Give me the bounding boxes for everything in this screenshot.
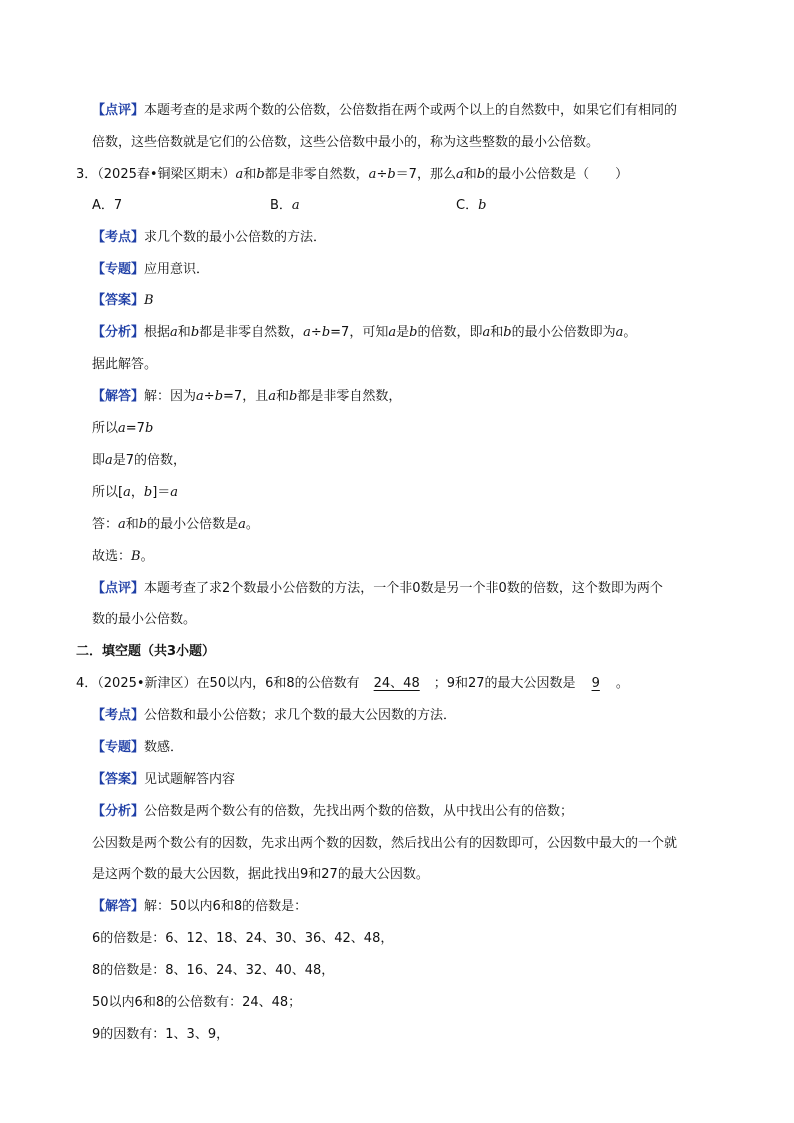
- jieda-line: [92, 898, 307, 916]
- var-b: b: [214, 389, 224, 404]
- text: 答：: [92, 517, 119, 532]
- option-value: a: [291, 198, 300, 213]
- fenxi-line-2: 据此解答。: [92, 357, 158, 372]
- solution-step-1: 6的倍数是：6、12、18、24、30、36、42、48，: [92, 931, 394, 946]
- text: 都是非零自然数，: [264, 167, 369, 182]
- var-a: a: [388, 325, 397, 340]
- review-line: [92, 102, 677, 120]
- zhuanti-text: 数感．: [144, 740, 184, 755]
- var-a: a: [235, 167, 244, 182]
- jieda-text: 解：50以内6和8的倍数是：: [144, 899, 308, 914]
- zhuanti-line: [92, 261, 209, 279]
- fenxi-line: [92, 803, 573, 821]
- text: 和: [243, 167, 257, 182]
- option-label: C．: [456, 198, 479, 213]
- option-b: [270, 197, 300, 215]
- text: 。: [623, 325, 637, 340]
- var-a: a: [123, 485, 131, 500]
- fenxi-tag: 【分析】: [92, 804, 145, 819]
- text: 故选：: [92, 549, 132, 564]
- var-a: a: [118, 517, 126, 532]
- solution-step-2: [92, 452, 186, 470]
- zhuanti-tag: 【专题】: [92, 740, 145, 755]
- answer-tag: 【答案】: [92, 293, 145, 308]
- text: ；9和27的最大公因数是: [433, 676, 576, 691]
- jieda-tag: 【解答】: [92, 389, 145, 404]
- var-b: b: [476, 167, 486, 182]
- var-a: a: [196, 389, 204, 404]
- var-a: a: [268, 389, 276, 404]
- review-text: 本题考查了求2个数最小公倍数的方法，一个非0数是另一个非0数的倍数，这个数即为两个: [144, 581, 663, 596]
- var-a: a: [303, 325, 311, 340]
- review-tag: 【点评】: [92, 581, 145, 596]
- zhuanti-text: 应用意识．: [144, 262, 210, 277]
- solution-step-2: 8的倍数是：8、16、24、32、40、48，: [92, 963, 335, 978]
- text: 所以: [92, 421, 119, 436]
- text: 解：因为: [144, 389, 197, 404]
- var-a: a: [118, 421, 126, 436]
- zhuanti-line: [92, 739, 183, 757]
- text: 的最小公倍数即为: [511, 325, 616, 340]
- var-a: a: [170, 485, 179, 500]
- var-b: b: [288, 389, 298, 404]
- var-b: b: [256, 167, 265, 182]
- question-source: （2025•新津区）: [97, 676, 197, 691]
- var-b: b: [144, 421, 154, 436]
- review-line-2: 倍数，这些倍数就是它们的公倍数，这些公倍数中最小的，称为这些整数的最小公倍数。: [92, 135, 600, 150]
- review-line-2: 数的最小公倍数。: [92, 612, 197, 627]
- text: 都是非零自然数，: [199, 325, 304, 340]
- answer-line: [92, 771, 235, 789]
- solution-step-1: [92, 420, 153, 438]
- option-label: B．: [270, 198, 292, 213]
- kaodian-line: [92, 707, 456, 725]
- var-b: b: [143, 485, 153, 500]
- review-text: 本题考查的是求两个数的公倍数，公倍数指在两个或两个以上的自然数中，如果它们有相同的: [144, 103, 678, 118]
- kaodian-line: [92, 229, 326, 247]
- answer-blank-2: 9: [591, 676, 600, 691]
- option-value: b: [478, 198, 487, 213]
- question-number: 3．: [76, 167, 98, 182]
- section-title: 二．填空题（共3小题）: [76, 644, 216, 659]
- fenxi-text: 公倍数是两个数公有的倍数，先找出两个数的倍数，从中找出公有的倍数；: [144, 804, 574, 819]
- jieda-line: [92, 388, 401, 406]
- text: 即: [92, 453, 106, 468]
- var-a: a: [482, 325, 491, 340]
- var-a: a: [455, 167, 464, 182]
- choice-letter: B: [131, 549, 141, 564]
- var-a: a: [615, 325, 624, 340]
- text: =7，可知: [330, 325, 389, 340]
- text: ，: [130, 485, 144, 500]
- fenxi-tag: 【分析】: [92, 325, 145, 340]
- kaodian-text: 公倍数和最小公倍数；求几个数的最大公因数的方法．: [144, 708, 457, 723]
- answer-text: B: [144, 293, 154, 308]
- text: ]＝: [152, 485, 171, 500]
- solution-choice: [92, 548, 154, 566]
- answer-blank-1: 24、48: [373, 676, 420, 691]
- text: ÷: [310, 325, 322, 340]
- solution-answer: [92, 516, 259, 534]
- text: 在50以内，6和8的公倍数有: [196, 676, 360, 691]
- solution-step-3: [92, 484, 178, 502]
- text: 。: [615, 676, 629, 691]
- text: 。: [140, 549, 154, 564]
- jieda-tag: 【解答】: [92, 899, 145, 914]
- option-a: A．7: [92, 198, 123, 213]
- kaodian-tag: 【考点】: [92, 230, 145, 245]
- text: =7，且: [223, 389, 269, 404]
- var-b: b: [138, 517, 148, 532]
- fenxi-line-3: 是这两个数的最大公因数，据此找出9和27的最大公因数。: [92, 867, 429, 882]
- text: ÷: [376, 167, 388, 182]
- question-source: （2025春•铜梁区期末）: [97, 167, 236, 182]
- var-b: b: [190, 325, 200, 340]
- text: 和: [125, 517, 139, 532]
- question-number: 4．: [76, 676, 98, 691]
- text: 和: [177, 325, 191, 340]
- var-b: b: [321, 325, 331, 340]
- answer-text: 见试题解答内容: [144, 772, 236, 787]
- review-line: [92, 580, 663, 598]
- text: 和: [463, 167, 477, 182]
- text: 的倍数，即: [417, 325, 483, 340]
- text: =7: [125, 421, 145, 436]
- fenxi-line: [92, 324, 636, 342]
- var-a: a: [368, 167, 377, 182]
- var-b: b: [387, 167, 396, 182]
- answer-line: [92, 292, 154, 310]
- kaodian-tag: 【考点】: [92, 708, 145, 723]
- text: 。: [245, 517, 259, 532]
- text: 的最小公倍数是: [147, 517, 239, 532]
- question-3-stem: [76, 166, 628, 184]
- var-a: a: [105, 453, 113, 468]
- fenxi-line-2: 公因数是两个数公有的因数，先求出两个数的因数，然后找出公有的因数即可，公因数中最大的一个就: [92, 836, 678, 851]
- solution-step-4: 9的因数有：1、3、9，: [92, 1027, 230, 1042]
- zhuanti-tag: 【专题】: [92, 262, 145, 277]
- text: 都是非零自然数，: [297, 389, 402, 404]
- var-b: b: [409, 325, 418, 340]
- review-tag: 【点评】: [92, 103, 145, 118]
- text: 是7的倍数，: [112, 453, 187, 468]
- text: 和: [490, 325, 504, 340]
- text: ÷: [203, 389, 215, 404]
- text: ＝7，那么: [395, 167, 456, 182]
- text: 的最小公倍数是（ ）: [485, 167, 629, 182]
- answer-tag: 【答案】: [92, 772, 145, 787]
- question-4-stem: [76, 675, 629, 693]
- text: 根据: [144, 325, 171, 340]
- var-a: a: [170, 325, 178, 340]
- option-c: [456, 197, 486, 215]
- text: 和: [275, 389, 289, 404]
- text: 是: [396, 325, 410, 340]
- solution-step-3: 50以内6和8的公倍数有：24、48；: [92, 995, 302, 1010]
- var-a: a: [238, 517, 246, 532]
- kaodian-text: 求几个数的最小公倍数的方法．: [144, 230, 327, 245]
- text: 所以[: [92, 485, 124, 500]
- var-b: b: [503, 325, 512, 340]
